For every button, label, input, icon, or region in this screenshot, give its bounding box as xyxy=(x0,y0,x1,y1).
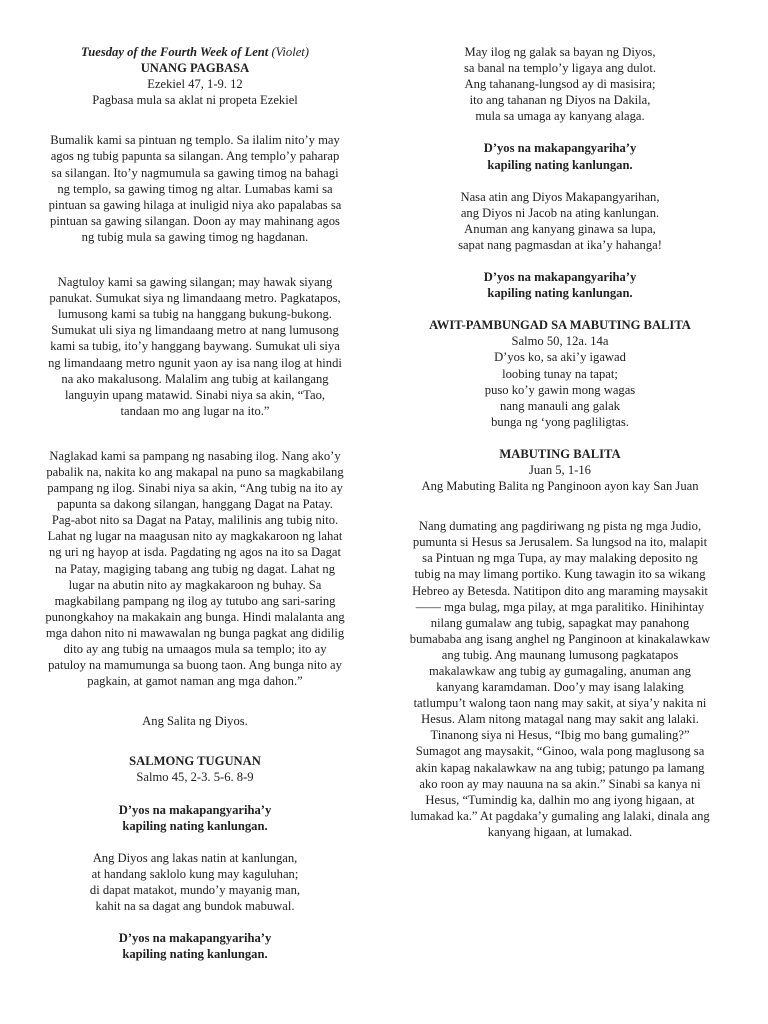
text-line: akin kapag nakalawkaw na ang tubig; patungo pa lamang xyxy=(415,760,705,775)
text-line: Nagtuloy kami sa gawing silangan; may hawak siyang xyxy=(57,275,333,290)
text-line: Tinanong siya ni Hesus, “Ibig mo bang gumaling?” xyxy=(430,728,690,743)
text-line: na ako makalusong. Malalim ang tubig at kailangang xyxy=(61,371,329,386)
text-line: na Patay, magiging tabang ang tubig ng dagat. Lahat ng xyxy=(54,561,336,576)
text-line: lumakad ka.” At pagdaka’y gumaling ang lalaki, dinala ang xyxy=(410,808,710,823)
text-line: Nang dumating ang pagdiriwang ng pista ng mga Judio, xyxy=(418,519,702,534)
text-line: nilang gumalaw ang tubig, sapagkat may panahong xyxy=(430,615,690,630)
text-line: —— mga bulag, mga pilay, at mga paralitiko. Hinihintay xyxy=(415,599,705,614)
text-line: dito ay ang tubig na umaagos mula sa templo; ito ay xyxy=(63,642,327,656)
text-line: D’yos na makapangyariha’y xyxy=(118,931,272,946)
first-reading-paragraph-3 xyxy=(42,448,348,689)
text-line: pagkain, at gamot naman ang mga dahon.” xyxy=(87,674,303,689)
text-line: puso ko’y gawin mong wagas xyxy=(484,382,636,397)
text-line: Ang Diyos ang lakas natin at kanlungan, xyxy=(92,850,298,865)
gospel-source: Ang Mabuting Balita ng Panginoon ayon kay San Juan xyxy=(421,479,699,494)
text-line: ito ang tahanan ng Diyos na Dakila, xyxy=(469,93,651,108)
text-line: ng templo, sa gawing timog ng altar. Lumabas kami sa xyxy=(57,181,333,196)
text-line: Hebreo ay Betesda. Natitipon dito ang maraming maysakit xyxy=(412,583,708,598)
text-line: pumunta si Hesus sa Jerusalem. Sa lungsod na ito, malapit xyxy=(412,535,708,550)
text-line: D’yos ko, sa aki’y igawad xyxy=(494,350,626,365)
psalm-response-a xyxy=(407,140,713,172)
text-line: pintuan sa gawing hilaga at inuligid niya ako papalabas sa xyxy=(48,197,342,212)
text-line: kanyang higaan, at lumakad. xyxy=(487,824,633,839)
text-line: panukat. Sumukat siya ng limandaang metro. Pagkatapos, xyxy=(49,291,341,306)
text-line: May ilog ng galak sa bayan ng Diyos, xyxy=(464,45,656,59)
text-line: kanyang karamdaman. Doo’y may isang lalaking xyxy=(436,680,684,695)
text-line: mula sa umaga ay kanyang alaga. xyxy=(475,109,645,124)
text-line: kapiling nating kanlungan. xyxy=(487,286,633,301)
text-line: Ang tahanang-lungsod ay di masisira; xyxy=(464,77,656,92)
text-line: tandaan mo ang lugar na ito.” xyxy=(120,403,270,418)
gospel-title: MABUTING BALITA xyxy=(499,446,621,461)
text-line: ng limandaang metro ngunit yaon ay isa nang ilog at hindi xyxy=(48,355,342,370)
day-title: Tuesday of the Fourth Week of Lent xyxy=(81,45,269,59)
psalm-response xyxy=(42,802,348,834)
text-line: nang manauli ang galak xyxy=(500,398,620,413)
text-line: kapiling nating kanlungan. xyxy=(122,947,268,962)
text-line: kami sa tubig, ito’y hanggang baywang. Sumukat uli siya xyxy=(50,339,340,354)
text-line: magkabilang pampang ng ilog ay tutubo ang sari-saring xyxy=(54,593,336,608)
psalm-reference: Salmo 45, 2-3. 5-6. 8-9 xyxy=(136,770,254,785)
reading-closing: Ang Salita ng Diyos. xyxy=(142,714,248,729)
text-line: ng uri ng hayop at isda. Pagdating ng agos na ito sa Dagat xyxy=(48,545,342,560)
text-line: D’yos na makapangyariha’y xyxy=(483,141,637,156)
psalm-stanza-2 xyxy=(407,44,713,124)
text-line: Pag-abot nito sa Dagat na Patay, malilinis ang tubig nito. xyxy=(51,513,339,528)
first-reading-paragraph-1 xyxy=(42,132,348,245)
text-line: at handang saklolo kung may kaguluhan; xyxy=(91,866,299,881)
text-line: kapiling nating kanlungan. xyxy=(487,157,633,172)
text-line: punongkahoy na makakain ang bunga. Hindi malalanta ang xyxy=(45,609,345,624)
acclamation-reference: Salmo 50, 12a. 14a xyxy=(511,334,609,349)
first-reading-paragraph-2 xyxy=(42,274,348,419)
psalm-stanza-3 xyxy=(407,189,713,253)
gospel-text xyxy=(407,518,713,840)
psalm-response-repeat xyxy=(42,930,348,962)
text-line: tubig na may limang portiko. Kung tawagin ito sa wikang xyxy=(414,567,706,582)
right-column xyxy=(407,44,713,840)
text-line: D’yos na makapangyariha’y xyxy=(483,270,637,285)
text-line: ng tubig mula sa gawing timog ng hagdanan. xyxy=(81,229,309,244)
text-line: mga dahon nito ni mawawalan ng bunga pagkat ang didilig xyxy=(45,625,345,640)
text-line: Bumalik kami sa pintuan ng templo. Sa ilalim nito’y may xyxy=(50,133,340,148)
text-line: Naglakad kami sa pampang ng nasabing ilog. Nang ako’y xyxy=(49,448,341,463)
text-line: sa banal na templo’y ligaya ang dulot. xyxy=(464,61,656,76)
text-line: kahit na sa dagat ang bundok mabuwal. xyxy=(95,899,295,914)
text-line: pabalik na, nakita ko ang makapal na puno sa magkabilang xyxy=(46,464,344,479)
text-line: sapat nang pagmasdan at ika’y hahanga! xyxy=(458,237,662,252)
text-line: Anuman ang kanyang ginawa sa lupa, xyxy=(464,221,656,236)
text-line: tatlumpu’t walong taon nang may sakit, at siya’y nakita ni xyxy=(413,696,707,711)
text-line: Hesus. Alam nitong matagal nang may sakit ang lalaki. xyxy=(421,712,699,727)
text-line: ang Diyos ni Jacob na ating kanlungan. xyxy=(460,205,660,220)
text-line: Lahat ng lugar na maagusan nito ay magkakaroon ng lahat xyxy=(47,529,343,544)
text-line: bumababa ang isang anghel ng Panginoon at kinakalawkaw xyxy=(409,631,711,646)
text-line: bunga ng ‘yong pagliligtas. xyxy=(491,414,629,429)
liturgical-color-note: (Violet) xyxy=(271,45,309,59)
first-reading-title: UNANG PAGBASA xyxy=(140,61,250,76)
day-heading xyxy=(42,44,348,60)
text-line: lumusong kami sa tubig na hanggang bukung-bukong. xyxy=(58,307,332,322)
text-line: ako roon ay may nauuna na sa akin.” Sinabi sa kanya ni xyxy=(419,776,701,791)
psalm-stanza-1 xyxy=(42,850,348,914)
acclamation-title: AWIT-PAMBUNGAD SA MABUTING BALITA xyxy=(429,318,691,333)
psalm-title: SALMONG TUGUNAN xyxy=(129,754,261,769)
text-line: agos ng tubig papunta sa silangan. Ang templo’y paharap xyxy=(50,149,340,164)
text-line: ang tubig. Ang maunang lumusong pagkatapos xyxy=(441,647,679,662)
text-line: loobing tunay na tapat; xyxy=(502,366,618,381)
acclamation-verse xyxy=(407,349,713,429)
first-reading-source: Pagbasa mula sa aklat ni propeta Ezekiel xyxy=(92,93,298,108)
gospel-reference: Juan 5, 1-16 xyxy=(529,462,591,477)
text-line: Sumukat uli siya ng limandaang metro at nang lumusong xyxy=(51,323,339,338)
text-line: Hesus, “Tumindig ka, dalhin mo ang iyong higaan, at xyxy=(425,792,695,807)
text-line: sa Pintuan ng mga Tupa, ay may malaking deposito ng xyxy=(422,551,698,566)
text-line: languyin upang matawid. Sinabi niya sa akin, “Tao, xyxy=(64,387,326,402)
text-line: papunta sa dakong silangan, hanggang Dagat na Patay. xyxy=(57,497,333,512)
text-line: sa silangan. Ito’y nagmumula sa gawing timog na bahagi xyxy=(51,165,339,180)
text-line: di dapat matakot, mundo’y mayanig man, xyxy=(89,882,301,897)
left-column xyxy=(42,44,348,962)
text-line: Nasa atin ang Diyos Makapangyarihan, xyxy=(460,189,660,204)
text-line: makalawkaw ang tubig ay gumagaling, anuman ang xyxy=(429,664,691,678)
text-line: patuloy na mamumunga sa buong taon. Ang bunga nito ay xyxy=(48,658,342,673)
text-line: kapiling nating kanlungan. xyxy=(122,818,268,833)
text-line: Sumagot ang maysakit, “Ginoo, wala pong maglusong sa xyxy=(415,744,705,759)
first-reading-reference: Ezekiel 47, 1-9. 12 xyxy=(147,77,243,92)
text-line: pintuan sa gawing silangan. Doon ay may mahinang agos xyxy=(50,213,340,228)
psalm-response-b xyxy=(407,269,713,301)
text-line: D’yos na makapangyariha’y xyxy=(118,802,272,817)
text-line: lugar na abutin nito ay magkakaroon ng buhay. Sa xyxy=(68,577,322,592)
text-line: pampang ng ilog. Sinabi niya sa akin, “Ang tubig na ito ay xyxy=(47,481,343,496)
